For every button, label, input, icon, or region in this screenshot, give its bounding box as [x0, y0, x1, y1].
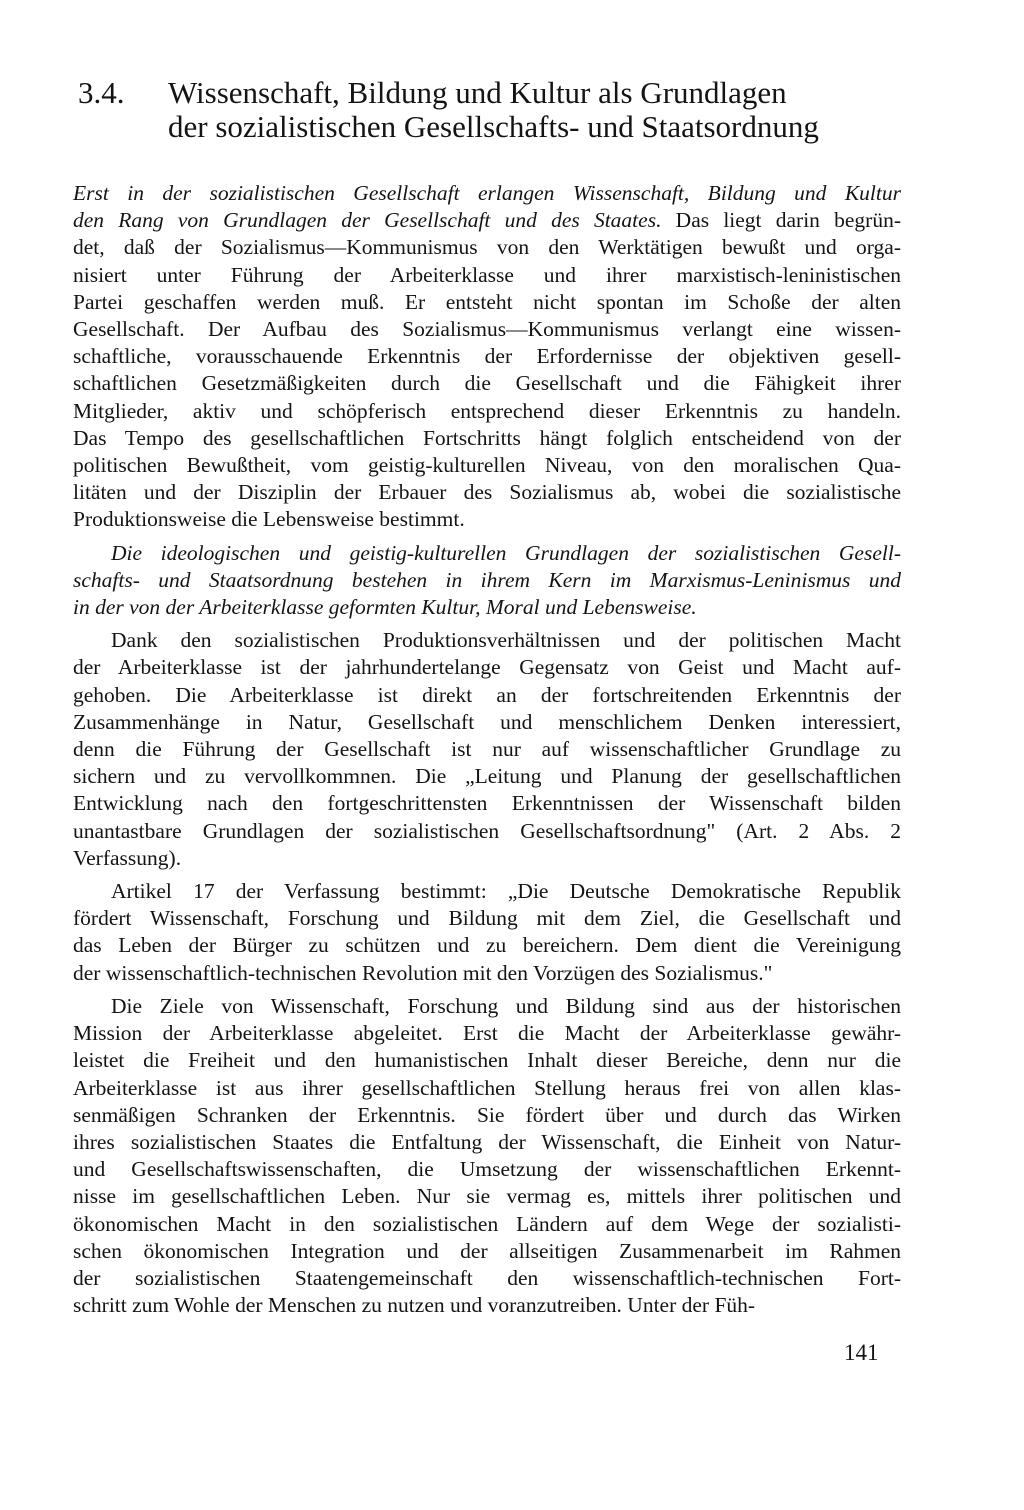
text-line: [73, 289, 901, 316]
line-text: leistet die Freiheit und den humanistischen Inhalt dieser Bereiche, denn nur die: [73, 1048, 901, 1073]
line-text: schritt zum Wohle der Menschen zu nutzen und voranzutreiben. Unter der Füh-: [73, 1293, 756, 1318]
paragraph: [73, 627, 901, 872]
line-text: politischen Bewußtheit, vom geistig-kulturellen Niveau, von den moralischen Qua-: [73, 453, 901, 478]
line-text: Mitglieder, aktiv und schöpferisch entsprechend dieser Erkenntnis zu handeln.: [73, 398, 901, 423]
line-text: Arbeiterklasse ist aus ihrer gesellschaftlichen Stellung heraus frei von allen klas-: [73, 1075, 901, 1100]
text-line: [73, 960, 901, 987]
text-line: [73, 398, 901, 425]
section-title: [168, 76, 928, 144]
line-text: der Arbeiterklasse ist der jahrhundertelange Gegensatz von Geist und Macht auf-: [73, 655, 901, 680]
text-line: [73, 1238, 901, 1265]
text-line: [73, 540, 901, 567]
line-text: schen ökonomischen Integration und der allseitigen Zusammenarbeit im Rahmen: [73, 1238, 901, 1263]
text-line: [73, 1020, 901, 1047]
text-line: [73, 736, 901, 763]
text-line: [73, 343, 901, 370]
line-text: Zusammenhänge in Natur, Gesellschaft und menschlichem Denken interessiert,: [73, 709, 901, 734]
line-text: denn die Führung der Gesellschaft ist nur auf wissenschaftlicher Grundlage zu: [73, 737, 901, 762]
text-line: [73, 316, 901, 343]
text-line: [73, 627, 901, 654]
line-text: ihres sozialistischen Staates die Entfaltung der Wissenschaft, die Einheit von Natur-: [73, 1129, 901, 1154]
text-line: [73, 932, 901, 959]
line-text: Partei geschaffen werden muß. Er entsteht nicht spontan im Schoße der alten: [73, 289, 901, 314]
line-text: nisse im gesellschaftlichen Leben. Nur sie vermag es, mittels ihrer politischen und: [73, 1184, 901, 1209]
body-text: [73, 180, 901, 1325]
line-text: ökonomischen Macht in den sozialistischen Ländern auf dem Wege der sozialisti-: [73, 1211, 901, 1236]
line-text: schaftliche, vorausschauende Erkenntnis der Erfordernisse der objektiven gesell-: [73, 344, 901, 369]
text-line: [73, 452, 901, 479]
line-text: det, daß der Sozialismus—Kommunismus von den Werktätigen bewußt und orga-: [73, 235, 901, 260]
text-line: [73, 1047, 901, 1074]
page-number: 141: [844, 1340, 879, 1365]
text-line: [73, 506, 901, 533]
line-text: der sozialistischen Staatengemeinschaft den wissenschaftlich-technischen Fort-: [73, 1265, 901, 1290]
text-line: [73, 479, 901, 506]
text-line: [73, 1183, 901, 1210]
emphasis-text: Erst in der sozialistischen Gesellschaft erlangen Wissenschaft, Bildung und Kultur: [73, 181, 901, 205]
section-title-line-2: der sozialistischen Gesellschafts- und Staatsordnung: [168, 109, 819, 144]
line-text: Produktionsweise die Lebensweise bestimmt.: [73, 507, 465, 532]
text-line: [73, 1129, 901, 1156]
line-text: Entwicklung nach den fortgeschrittensten Erkenntnissen der Wissenschaft bilden: [73, 791, 901, 816]
paragraph: [73, 993, 901, 1319]
text-line: [73, 370, 901, 397]
line-text: unantastbare Grundlagen der sozialistischen Gesellschaftsordnung" (Art. 2 Abs. 2: [73, 818, 901, 843]
line-text: schaftlichen Gesetzmäßigkeiten durch die Gesellschaft und die Fähigkeit ihrer: [73, 371, 901, 396]
line-text: Gesellschaft. Der Aufbau des Sozialismus—Kommunismus verlangt eine wissen-: [73, 317, 901, 342]
text-line: [73, 1292, 901, 1319]
text-line: [73, 262, 901, 289]
line-text: litäten und der Disziplin der Erbauer des Sozialismus ab, wobei die sozialistische: [73, 480, 901, 505]
line-text: Dank den sozialistischen Produktionsverhältnissen und der politischen Macht: [111, 628, 901, 653]
section-title-line-1: Wissenschaft, Bildung und Kultur als Grundlagen: [168, 75, 787, 110]
text-line: [73, 1102, 901, 1129]
text-line: [73, 709, 901, 736]
line-text: und Gesellschaftswissenschaften, die Umsetzung der wissenschaftlichen Erkennt-: [73, 1157, 901, 1182]
line-text: nisiert unter Führung der Arbeiterklasse und ihrer marxistisch-leninistischen: [73, 262, 901, 287]
line-text: senmäßigen Schranken der Erkenntnis. Sie fördert über und durch das Wirken: [73, 1102, 901, 1127]
text-line: [73, 993, 901, 1020]
text-line: [73, 790, 901, 817]
line-text: Mission der Arbeiterklasse abgeleitet. Erst die Macht der Arbeiterklasse gewähr-: [73, 1021, 901, 1046]
line-text: fördert Wissenschaft, Forschung und Bildung mit dem Ziel, die Gesellschaft und: [73, 906, 901, 931]
text-line: [73, 682, 901, 709]
paragraph: [73, 540, 901, 622]
text-line: [73, 905, 901, 932]
text-line: [73, 1211, 901, 1238]
line-text: sichern und zu vervollkommnen. Die „Leitung und Planung der gesellschaftlichen: [73, 764, 901, 789]
text-line: [73, 818, 901, 845]
text-line: [73, 845, 901, 872]
line-text: das Leben der Bürger zu schützen und zu bereichern. Dem dient die Vereinigung: [73, 933, 901, 958]
text-line: [73, 207, 901, 234]
emphasis-text: in der von der Arbeiterklasse geformten Kultur, Moral und Lebensweise.: [73, 595, 697, 620]
text-line: [73, 878, 901, 905]
text-line: [73, 180, 901, 207]
line-text: der wissenschaftlich-technischen Revolution mit den Vorzügen des Sozialismus.": [73, 960, 773, 985]
line-text: Verfassung).: [73, 845, 182, 870]
section-number: 3.4.: [78, 75, 125, 110]
text-line: [73, 567, 901, 594]
line-text: Die Ziele von Wissenschaft, Forschung und Bildung sind aus der historischen: [111, 993, 901, 1018]
line-text: Das Tempo des gesellschaftlichen Fortschritts hängt folglich entscheidend von der: [73, 425, 901, 450]
text-line: [73, 1075, 901, 1102]
emphasis-text: schafts- und Staatsordnung bestehen in ihrem Kern im Marxismus-Leninismus und: [73, 567, 901, 592]
emphasis-text: Die ideologischen und geistig-kulturellen Grundlagen der sozialistischen Gesell-: [111, 540, 901, 565]
paragraph: [73, 878, 901, 987]
line-text: gehoben. Die Arbeiterklasse ist direkt an der fortschreitenden Erkenntnis der: [73, 682, 901, 707]
text-line: [73, 1265, 901, 1292]
text-line: [73, 425, 901, 452]
emphasis-text: den Rang von Grundlagen der Gesellschaft und des Staates.: [73, 208, 662, 233]
text-line: [73, 1156, 901, 1183]
text-line: [73, 594, 901, 621]
line-text: Das liegt darin begrün-: [661, 208, 902, 233]
line-text: Artikel 17 der Verfassung bestimmt: „Die Deutsche Demokratische Republik: [111, 879, 901, 904]
paragraph: [73, 180, 901, 534]
text-line: [73, 654, 901, 681]
text-line: [73, 234, 901, 261]
text-line: [73, 763, 901, 790]
